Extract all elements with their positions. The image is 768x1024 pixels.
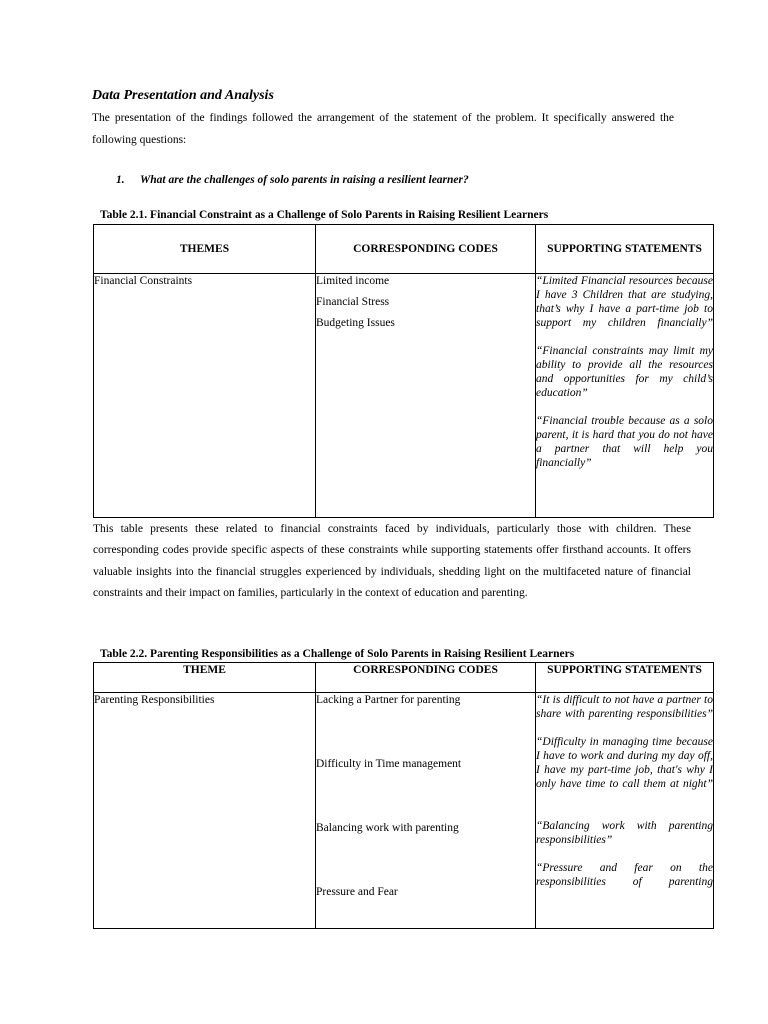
supporting-statement: “Limited Financial resources because I have 3 Children that are studying, that’s why I have a part-time job to support my children financially” — [536, 275, 713, 329]
codes-cell — [316, 274, 536, 518]
supporting-statement: “Difficulty in managing time because I have to work and during my day off, I have my part-time job, that's why I only have time to call them at night” — [536, 736, 713, 790]
header-supporting-statements: SUPPORTING STATEMENTS — [536, 225, 714, 274]
table-header-row — [94, 225, 714, 274]
code-item: Pressure and Fear — [316, 886, 398, 898]
codes-cell — [316, 693, 536, 929]
code-item: Limited income — [316, 275, 390, 287]
supporting-statement: “Financial constraints may limit my ability to provide all the resources and opportunities for my child’s education” — [536, 345, 713, 399]
table-row — [94, 274, 714, 518]
table-caption: Table 2.1. Financial Constraint as a Challenge of Solo Parents in Raising Resilient Learners — [100, 209, 549, 221]
header-themes: THEMES — [94, 225, 316, 274]
theme-cell — [94, 274, 316, 518]
header-supporting-statements: SUPPORTING STATEMENTS — [536, 663, 714, 693]
parenting-responsibilities-table — [93, 662, 714, 929]
code-item: Balancing work with parenting — [316, 822, 459, 834]
section-heading: Data Presentation and Analysis — [92, 88, 274, 103]
code-item: Difficulty in Time management — [316, 758, 462, 770]
code-item: Lacking a Partner for parenting — [316, 694, 461, 706]
supporting-statement: “Balancing work with parenting responsibilities” — [536, 820, 713, 846]
supporting-statement: “Financial trouble because as a solo parent, it is hard that you do not have a partner that will help you financially” — [536, 415, 713, 469]
statements-cell — [536, 274, 714, 518]
financial-constraint-table — [93, 224, 714, 518]
intro-paragraph: The presentation of the findings followed the arrangement of the statement of the problem. It specifically answered the following questions: — [92, 112, 674, 146]
analysis-paragraph: This table presents these related to financial constraints faced by individuals, particularly those with children. These corresponding codes provide specific aspects of these constraints while supporting statements offer firsthand accounts. It offers valuable insights into the financial struggles experienced by individuals, shedding light on the multifaceted nature of financial constraints and their impact on families, particularly in the context of education and parenting. — [93, 523, 691, 599]
header-corresponding-codes: CORRESPONDING CODES — [316, 225, 536, 274]
question-text: What are the challenges of solo parents in raising a resilient learner? — [140, 174, 469, 186]
statements-cell — [536, 693, 714, 929]
table-row — [94, 693, 714, 929]
table-caption: Table 2.2. Parenting Responsibilities as a Challenge of Solo Parents in Raising Resilient Learners — [100, 648, 575, 660]
code-item: Financial Stress — [316, 296, 390, 308]
supporting-statement: “Pressure and fear on the responsibilities of parenting — [536, 862, 713, 888]
table-header-row — [94, 663, 714, 693]
header-corresponding-codes: CORRESPONDING CODES — [316, 663, 536, 693]
header-theme: THEME — [94, 663, 316, 693]
research-question — [116, 174, 469, 186]
question-number: 1. — [116, 174, 125, 186]
theme-label: Parenting Responsibilities — [94, 694, 215, 706]
theme-label: Financial Constraints — [94, 275, 193, 287]
code-item: Budgeting Issues — [316, 317, 395, 329]
supporting-statement: “It is difficult to not have a partner to share with parenting responsibilities” — [536, 694, 713, 720]
theme-cell — [94, 693, 316, 929]
